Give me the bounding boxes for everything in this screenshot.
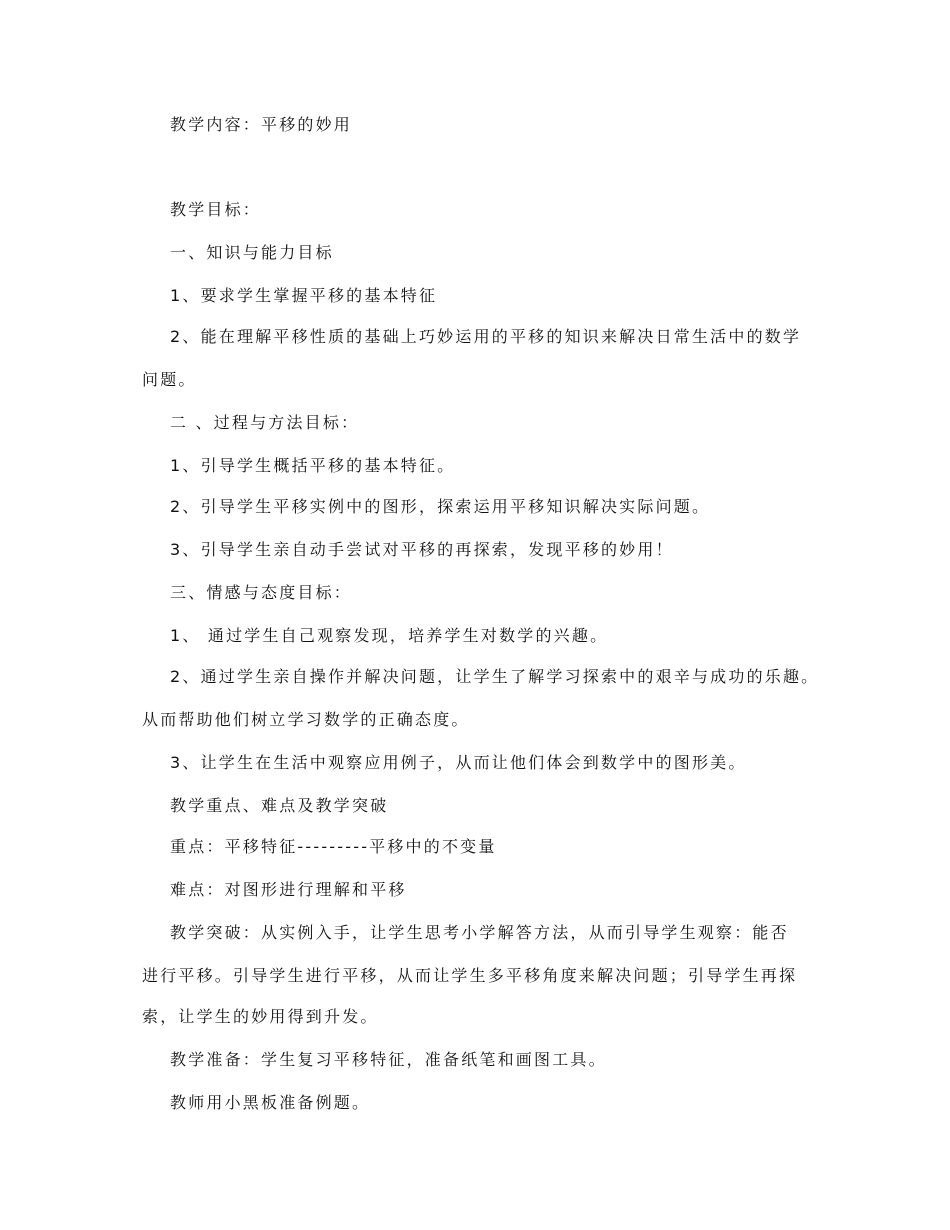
- objectives-heading: 教学目标：: [170, 200, 262, 219]
- paragraph-line: 3、让学生在生活中观察应用例子，从而让他们体会到数学中的图形美。: [170, 753, 747, 772]
- key-points-heading: 教学重点、难点及教学突破: [170, 796, 389, 815]
- breakthrough-line: 教学突破：从实例入手，让学生思考小学解答方法，从而引导学生观察：能否: [170, 923, 789, 942]
- section-heading-process: 二 、过程与方法目标：: [170, 413, 360, 432]
- paragraph-line: 2、通过学生亲自操作并解决问题，让学生了解学习探索中的艰辛与成功的乐趣。: [170, 667, 820, 686]
- paragraph-line-continued: 问题。: [142, 370, 197, 389]
- key-point-line: 重点：平移特征---------平移中的不变量: [170, 837, 497, 856]
- section-heading-knowledge: 一、知识与能力目标: [170, 243, 334, 262]
- paragraph-line: 3、引导学生亲自动手尝试对平移的再探索，发现平移的妙用！: [170, 540, 674, 559]
- preparation-line: 教学准备：学生复习平移特征，准备纸笔和画图工具。: [170, 1050, 607, 1069]
- paragraph-line: 1、 通过学生自己观察发现，培养学生对数学的兴趣。: [170, 626, 609, 645]
- preparation-line: 教师用小黑板准备例题。: [170, 1093, 371, 1112]
- section-heading-attitude: 三、情感与态度目标：: [170, 583, 353, 602]
- difficulty-line: 难点：对图形进行理解和平移: [170, 880, 407, 899]
- breakthrough-line-continued: 进行平移。引导学生进行平移，从而让学生多平移角度来解决问题；引导学生再探: [142, 966, 798, 985]
- breakthrough-line-continued: 索，让学生的妙用得到升发。: [142, 1007, 379, 1026]
- paragraph-line: 2、引导学生平移实例中的图形，探索运用平移知识解决实际问题。: [170, 497, 711, 516]
- paragraph-line-continued: 从而帮助他们树立学习数学的正确态度。: [142, 710, 470, 729]
- paragraph-line: 2、能在理解平移性质的基础上巧妙运用的平移的知识来解决日常生活中的数学: [170, 327, 802, 346]
- content-title: 教学内容：平移的妙用: [170, 115, 353, 134]
- paragraph-line: 1、引导学生概括平移的基本特征。: [170, 456, 456, 475]
- paragraph-line: 1、要求学生掌握平移的基本特征: [170, 286, 438, 305]
